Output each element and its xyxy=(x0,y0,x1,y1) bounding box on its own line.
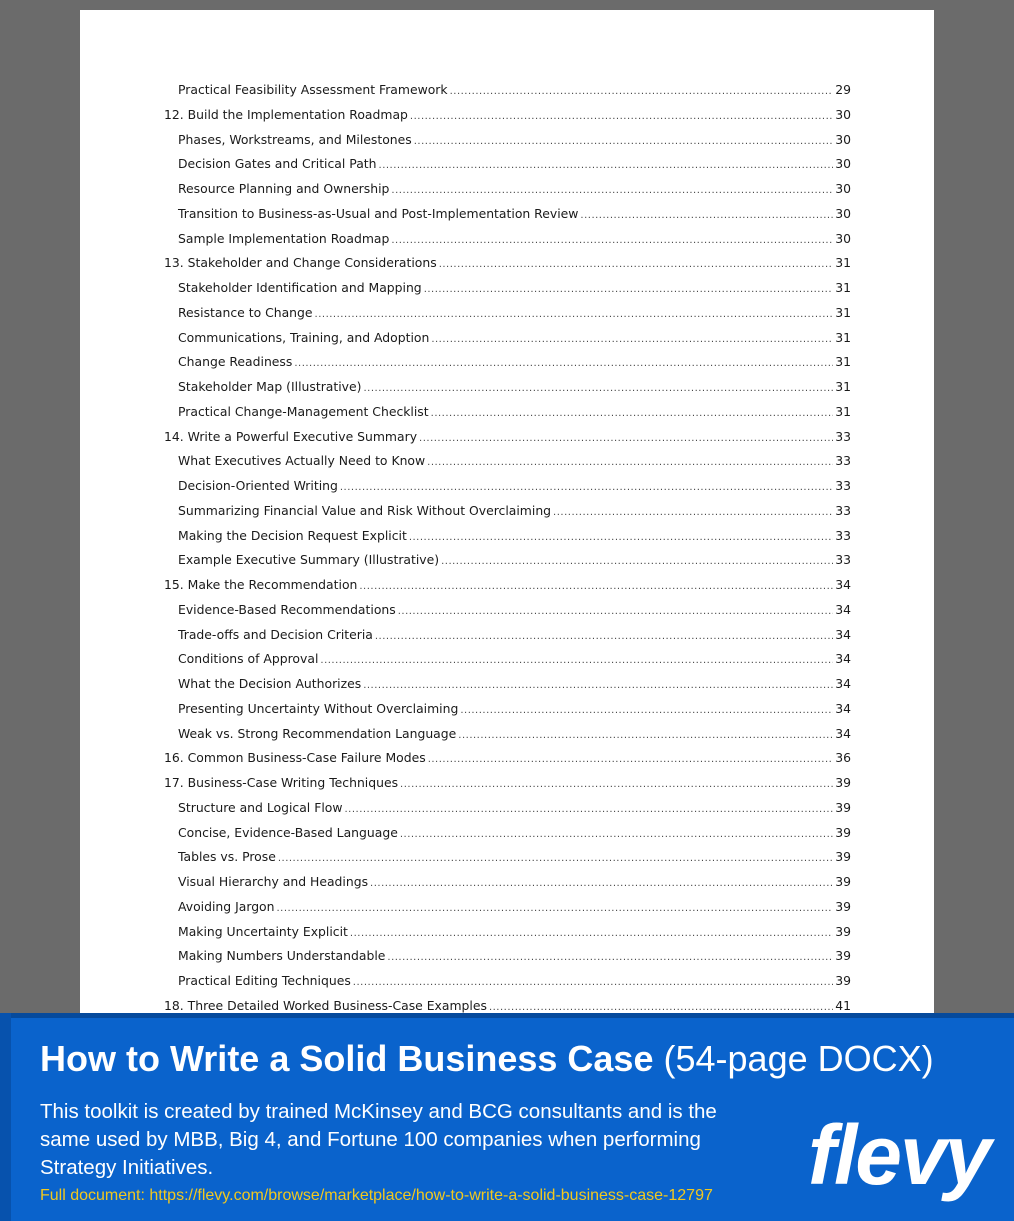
toc-leader-dots xyxy=(398,600,834,625)
toc-page-number: 34 xyxy=(835,626,851,642)
toc-entry[interactable] xyxy=(164,425,851,450)
toc-page-number: 30 xyxy=(835,106,851,122)
toc-page-number: 33 xyxy=(835,552,851,568)
toc-leader-dots xyxy=(458,724,833,749)
toc-entry[interactable] xyxy=(164,128,851,153)
toc-leader-dots xyxy=(340,476,833,501)
toc-entry[interactable] xyxy=(164,524,851,549)
toc-entry[interactable] xyxy=(164,78,851,103)
toc-page-number: 39 xyxy=(835,874,851,889)
toc-page-number: 34 xyxy=(835,700,851,716)
toc-entry-title: Communications, Training, and Adoption xyxy=(178,329,430,345)
toc-entry-title: Tables vs. Prose xyxy=(178,849,276,865)
toc-page-number: 34 xyxy=(835,725,851,741)
toc-page-number: 30 xyxy=(835,230,851,246)
toc-leader-dots xyxy=(427,451,833,476)
toc-leader-dots xyxy=(424,278,834,303)
toc-entry-title: Resource Planning and Ownership xyxy=(178,181,390,196)
toc-entry[interactable] xyxy=(164,474,851,499)
banner-top-edge xyxy=(0,1013,1014,1018)
toc-page-number: 30 xyxy=(835,181,851,196)
toc-page-number: 29 xyxy=(835,82,851,97)
banner-title xyxy=(40,1038,934,1080)
toc-page-number: 34 xyxy=(835,651,851,667)
toc-entry[interactable] xyxy=(164,177,851,202)
toc-entry[interactable] xyxy=(164,400,851,425)
toc-page-number: 39 xyxy=(835,898,851,914)
toc-leader-dots xyxy=(363,377,833,402)
toc-entry[interactable] xyxy=(164,746,851,771)
banner-title-bold: How to Write a Solid Business Case xyxy=(40,1038,654,1079)
toc-leader-dots xyxy=(414,130,833,155)
toc-entry-title: 18. Three Detailed Worked Business-Case Examples xyxy=(164,997,487,1013)
banner-left-edge xyxy=(0,1013,11,1221)
toc-entry-title: Decision Gates and Critical Path xyxy=(178,156,377,172)
toc-entry[interactable] xyxy=(164,944,851,969)
toc-entry-title: 13. Stakeholder and Change Considerations xyxy=(164,255,437,271)
toc-leader-dots xyxy=(391,179,833,204)
toc-entry[interactable] xyxy=(164,548,851,573)
toc-entry-title: Concise, Evidence-Based Language xyxy=(178,824,398,840)
toc-entry-title: Sample Implementation Roadmap xyxy=(178,230,390,246)
toc-entry[interactable] xyxy=(164,697,851,722)
toc-entry[interactable] xyxy=(164,326,851,351)
toc-leader-dots xyxy=(379,154,834,179)
toc-entry-title: Visual Hierarchy and Headings xyxy=(178,874,369,889)
toc-leader-dots xyxy=(363,674,833,699)
toc-page-number: 39 xyxy=(835,824,851,840)
toc-entry[interactable] xyxy=(164,722,851,747)
toc-entry-title: What Executives Actually Need to Know xyxy=(178,453,426,469)
toc-leader-dots xyxy=(400,773,833,798)
toc-leader-dots xyxy=(294,352,833,377)
toc-page-number: 30 xyxy=(835,156,851,172)
toc-leader-dots xyxy=(580,204,833,229)
toc-entry[interactable] xyxy=(164,821,851,846)
toc-entry-title: Trade-offs and Decision Criteria xyxy=(178,626,373,642)
toc-leader-dots xyxy=(428,748,834,773)
toc-entry[interactable] xyxy=(164,771,851,796)
toc-entry[interactable] xyxy=(164,350,851,375)
toc-leader-dots xyxy=(320,649,833,674)
toc-page-number: 31 xyxy=(835,280,851,295)
toc-entry-title: Evidence-Based Recommendations xyxy=(178,601,396,617)
toc-entry-title: Presenting Uncertainty Without Overclaiming xyxy=(178,700,459,716)
toc-entry-title: Weak vs. Strong Recommendation Language xyxy=(178,725,457,741)
toc-entry[interactable] xyxy=(164,103,851,128)
toc-entry[interactable] xyxy=(164,375,851,400)
toc-entry-title: Making Numbers Understandable xyxy=(178,948,386,964)
toc-leader-dots xyxy=(370,872,833,897)
toc-leader-dots xyxy=(441,550,833,575)
toc-leader-dots xyxy=(350,922,833,947)
toc-leader-dots xyxy=(439,253,834,278)
toc-entry[interactable] xyxy=(164,647,851,672)
toc-page-number: 30 xyxy=(835,131,851,147)
toc-entry[interactable] xyxy=(164,969,851,994)
toc-entry-title: Transition to Business-as-Usual and Post-Implementation Review xyxy=(178,205,579,221)
toc-leader-dots xyxy=(375,625,833,650)
toc-page-number: 33 xyxy=(835,453,851,469)
toc-entry-title: Conditions of Approval xyxy=(178,651,319,667)
toc-entry-title: 17. Business-Case Writing Techniques xyxy=(164,775,399,790)
toc-page-number: 34 xyxy=(835,601,851,617)
toc-entry[interactable] xyxy=(164,449,851,474)
toc-page-number: 33 xyxy=(835,502,851,518)
banner-title-format: (54-page DOCX) xyxy=(663,1038,934,1079)
toc-entry-title: Resistance to Change xyxy=(178,304,313,320)
toc-page-number: 39 xyxy=(835,775,851,790)
full-document-link[interactable]: Full document: https://flevy.com/browse/marketplace/how-to-write-a-solid-business-case-12797 xyxy=(40,1187,713,1204)
toc-entry-title: Practical Editing Techniques xyxy=(178,973,351,988)
toc-entry[interactable] xyxy=(164,672,851,697)
toc-entry[interactable] xyxy=(164,499,851,524)
toc-page-number: 34 xyxy=(835,577,851,592)
toc-leader-dots xyxy=(400,823,833,848)
toc-entry-title: Structure and Logical Flow xyxy=(178,799,343,815)
toc-page-number: 36 xyxy=(835,750,851,766)
toc-leader-dots xyxy=(450,80,834,105)
toc-leader-dots xyxy=(419,427,833,452)
toc-entry-title: Avoiding Jargon xyxy=(178,898,275,914)
toc-leader-dots xyxy=(409,526,833,551)
toc-page-number: 33 xyxy=(835,428,851,444)
toc-leader-dots xyxy=(277,897,834,922)
toc-entry-title: 15. Make the Recommendation xyxy=(164,577,358,592)
toc-entry[interactable] xyxy=(164,202,851,227)
toc-leader-dots xyxy=(315,303,834,328)
toc-page-number: 33 xyxy=(835,527,851,543)
toc-entry[interactable] xyxy=(164,920,851,945)
toc-entry[interactable] xyxy=(164,845,851,870)
toc-leader-dots xyxy=(353,971,833,996)
toc-page-number: 39 xyxy=(835,948,851,964)
toc-page-number: 39 xyxy=(835,799,851,815)
toc-leader-dots xyxy=(553,501,833,526)
toc-entry[interactable] xyxy=(164,573,851,598)
toc-entry[interactable] xyxy=(164,623,851,648)
toc-entry[interactable] xyxy=(164,895,851,920)
toc-entry-title: Decision-Oriented Writing xyxy=(178,478,338,493)
toc-leader-dots xyxy=(359,575,833,600)
toc-page-number: 39 xyxy=(835,923,851,939)
toc-leader-dots xyxy=(391,229,833,254)
toc-page-number: 31 xyxy=(835,304,851,320)
toc-leader-dots xyxy=(387,946,833,971)
toc-entry[interactable] xyxy=(164,152,851,177)
toc-page-number: 39 xyxy=(835,973,851,988)
toc-page-number: 34 xyxy=(835,676,851,691)
flevy-logo[interactable]: flevy xyxy=(808,1108,990,1202)
toc-leader-dots xyxy=(278,847,833,872)
toc-entry-title: Stakeholder Map (Illustrative) xyxy=(178,379,362,394)
toc-entry-title: Phases, Workstreams, and Milestones xyxy=(178,131,412,147)
toc-entry[interactable] xyxy=(164,227,851,252)
toc-entry-title: Making the Decision Request Explicit xyxy=(178,527,407,543)
toc-entry-title: Change Readiness xyxy=(178,354,293,370)
toc-entry[interactable] xyxy=(164,598,851,623)
toc-page-number: 31 xyxy=(835,379,851,394)
toc-entry-title: What the Decision Authorizes xyxy=(178,676,362,691)
toc-page-number: 30 xyxy=(835,205,851,221)
toc-entry-title: Stakeholder Identification and Mapping xyxy=(178,280,422,295)
toc-entry[interactable] xyxy=(164,276,851,301)
toc-leader-dots xyxy=(410,105,833,130)
toc-entry-title: Practical Feasibility Assessment Framework xyxy=(178,82,448,97)
toc-page-number: 31 xyxy=(835,354,851,370)
toc-entry-title: Summarizing Financial Value and Risk Without Overclaiming xyxy=(178,502,552,518)
toc-entry-title: Example Executive Summary (Illustrative) xyxy=(178,552,440,568)
toc-entry-title: Making Uncertainty Explicit xyxy=(178,923,348,939)
table-of-contents xyxy=(164,78,851,1019)
toc-entry[interactable] xyxy=(164,301,851,326)
document-page xyxy=(80,10,934,1020)
toc-page-number: 31 xyxy=(835,403,851,419)
toc-entry[interactable] xyxy=(164,251,851,276)
banner-description: This toolkit is created by trained McKinsey and BCG consultants and is the same used by MBB, Big 4, and Fortune 100 companies when performing Strategy Initiatives. xyxy=(40,1100,717,1179)
toc-page-number: 39 xyxy=(835,849,851,865)
toc-entry-title: 14. Write a Powerful Executive Summary xyxy=(164,428,418,444)
toc-entry-title: 12. Build the Implementation Roadmap xyxy=(164,106,408,122)
toc-leader-dots xyxy=(344,798,833,823)
toc-entry[interactable] xyxy=(164,870,851,895)
toc-page-number: 31 xyxy=(835,255,851,271)
toc-entry-title: 16. Common Business-Case Failure Modes xyxy=(164,750,426,766)
toc-entry-title: Practical Change-Management Checklist xyxy=(178,403,429,419)
toc-leader-dots xyxy=(460,699,833,724)
toc-page-number: 41 xyxy=(835,997,851,1013)
toc-entry[interactable] xyxy=(164,796,851,821)
toc-page-number: 31 xyxy=(835,329,851,345)
toc-leader-dots xyxy=(431,402,834,427)
toc-page-number: 33 xyxy=(835,478,851,493)
toc-leader-dots xyxy=(431,328,833,353)
